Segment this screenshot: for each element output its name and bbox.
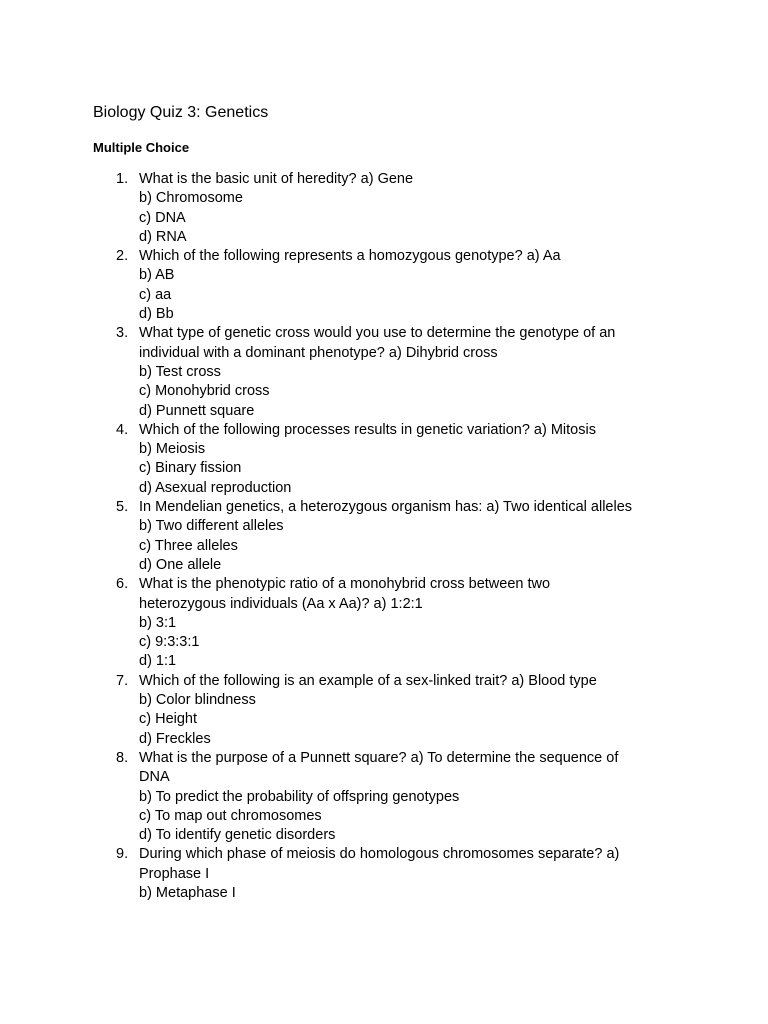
question-number: 7. — [116, 672, 129, 689]
question-line: d) RNA — [139, 228, 187, 245]
question-item — [0, 749, 768, 845]
question-line: b) Color blindness — [139, 692, 256, 709]
question-text: During which phase of meiosis do homologous chromosomes separate? a) — [139, 846, 620, 863]
question-text: Which of the following represents a homozygous genotype? a) Aa — [139, 248, 561, 265]
question-item — [0, 672, 768, 749]
question-list — [0, 170, 768, 903]
question-text: What is the purpose of a Punnett square? a) To determine the sequence of — [139, 749, 619, 766]
question-number: 2. — [116, 248, 129, 265]
question-line: d) 1:1 — [139, 653, 177, 670]
question-line: d) Punnett square — [139, 402, 255, 419]
question-item — [0, 247, 768, 324]
question-line: b) Chromosome — [139, 190, 243, 207]
question-text: In Mendelian genetics, a heterozygous organism has: a) Two identical alleles — [139, 499, 633, 516]
question-item — [0, 845, 768, 903]
question-item — [0, 575, 768, 671]
question-line: c) aa — [139, 286, 172, 303]
question-number: 4. — [116, 421, 129, 438]
question-line: c) To map out chromosomes — [139, 807, 322, 824]
question-line: d) Freckles — [139, 730, 211, 747]
question-line: b) Metaphase I — [139, 884, 236, 901]
question-line: d) To identify genetic disorders — [139, 827, 336, 844]
question-line: b) Test cross — [139, 363, 221, 380]
question-text: What is the phenotypic ratio of a monohybrid cross between two — [139, 576, 551, 593]
question-line: c) Height — [139, 711, 198, 728]
question-line: d) Bb — [139, 306, 174, 323]
question-line: b) To predict the probability of offspring genotypes — [139, 788, 460, 805]
question-text: What is the basic unit of heredity? a) Gene — [139, 171, 414, 187]
question-text: What type of genetic cross would you use to determine the genotype of an — [139, 325, 616, 342]
question-line: individual with a dominant phenotype? a) Dihybrid cross — [139, 344, 498, 361]
question-line: Prophase I — [139, 865, 210, 882]
question-line: b) Meiosis — [139, 441, 206, 458]
question-item — [0, 498, 768, 575]
question-number: 1. — [116, 171, 129, 187]
question-line: heterozygous individuals (Aa x Aa)? a) 1:2:1 — [139, 595, 423, 612]
question-line: c) Monohybrid cross — [139, 383, 270, 400]
question-item — [0, 170, 768, 247]
question-line: DNA — [139, 769, 170, 786]
question-item — [0, 324, 768, 420]
question-text: Which of the following processes results in genetic variation? a) Mitosis — [139, 421, 596, 438]
question-line: c) Binary fission — [139, 460, 242, 477]
question-line: c) Three alleles — [139, 537, 238, 554]
question-line: b) Two different alleles — [139, 518, 284, 535]
question-line: d) Asexual reproduction — [139, 479, 292, 496]
section-heading: Multiple Choice — [93, 140, 190, 155]
question-number: 8. — [116, 749, 129, 766]
question-number: 6. — [116, 576, 129, 593]
question-number: 5. — [116, 499, 129, 516]
question-line: b) 3:1 — [139, 614, 177, 631]
question-text: Which of the following is an example of a sex-linked trait? a) Blood type — [139, 672, 597, 689]
question-number: 3. — [116, 325, 129, 342]
question-line: c) 9:3:3:1 — [139, 634, 200, 651]
question-line: c) DNA — [139, 209, 186, 226]
document-title: Biology Quiz 3: Genetics — [93, 104, 269, 121]
question-line: d) One allele — [139, 556, 222, 573]
question-number: 9. — [116, 846, 129, 863]
question-line: b) AB — [139, 267, 175, 284]
question-item — [0, 421, 768, 498]
